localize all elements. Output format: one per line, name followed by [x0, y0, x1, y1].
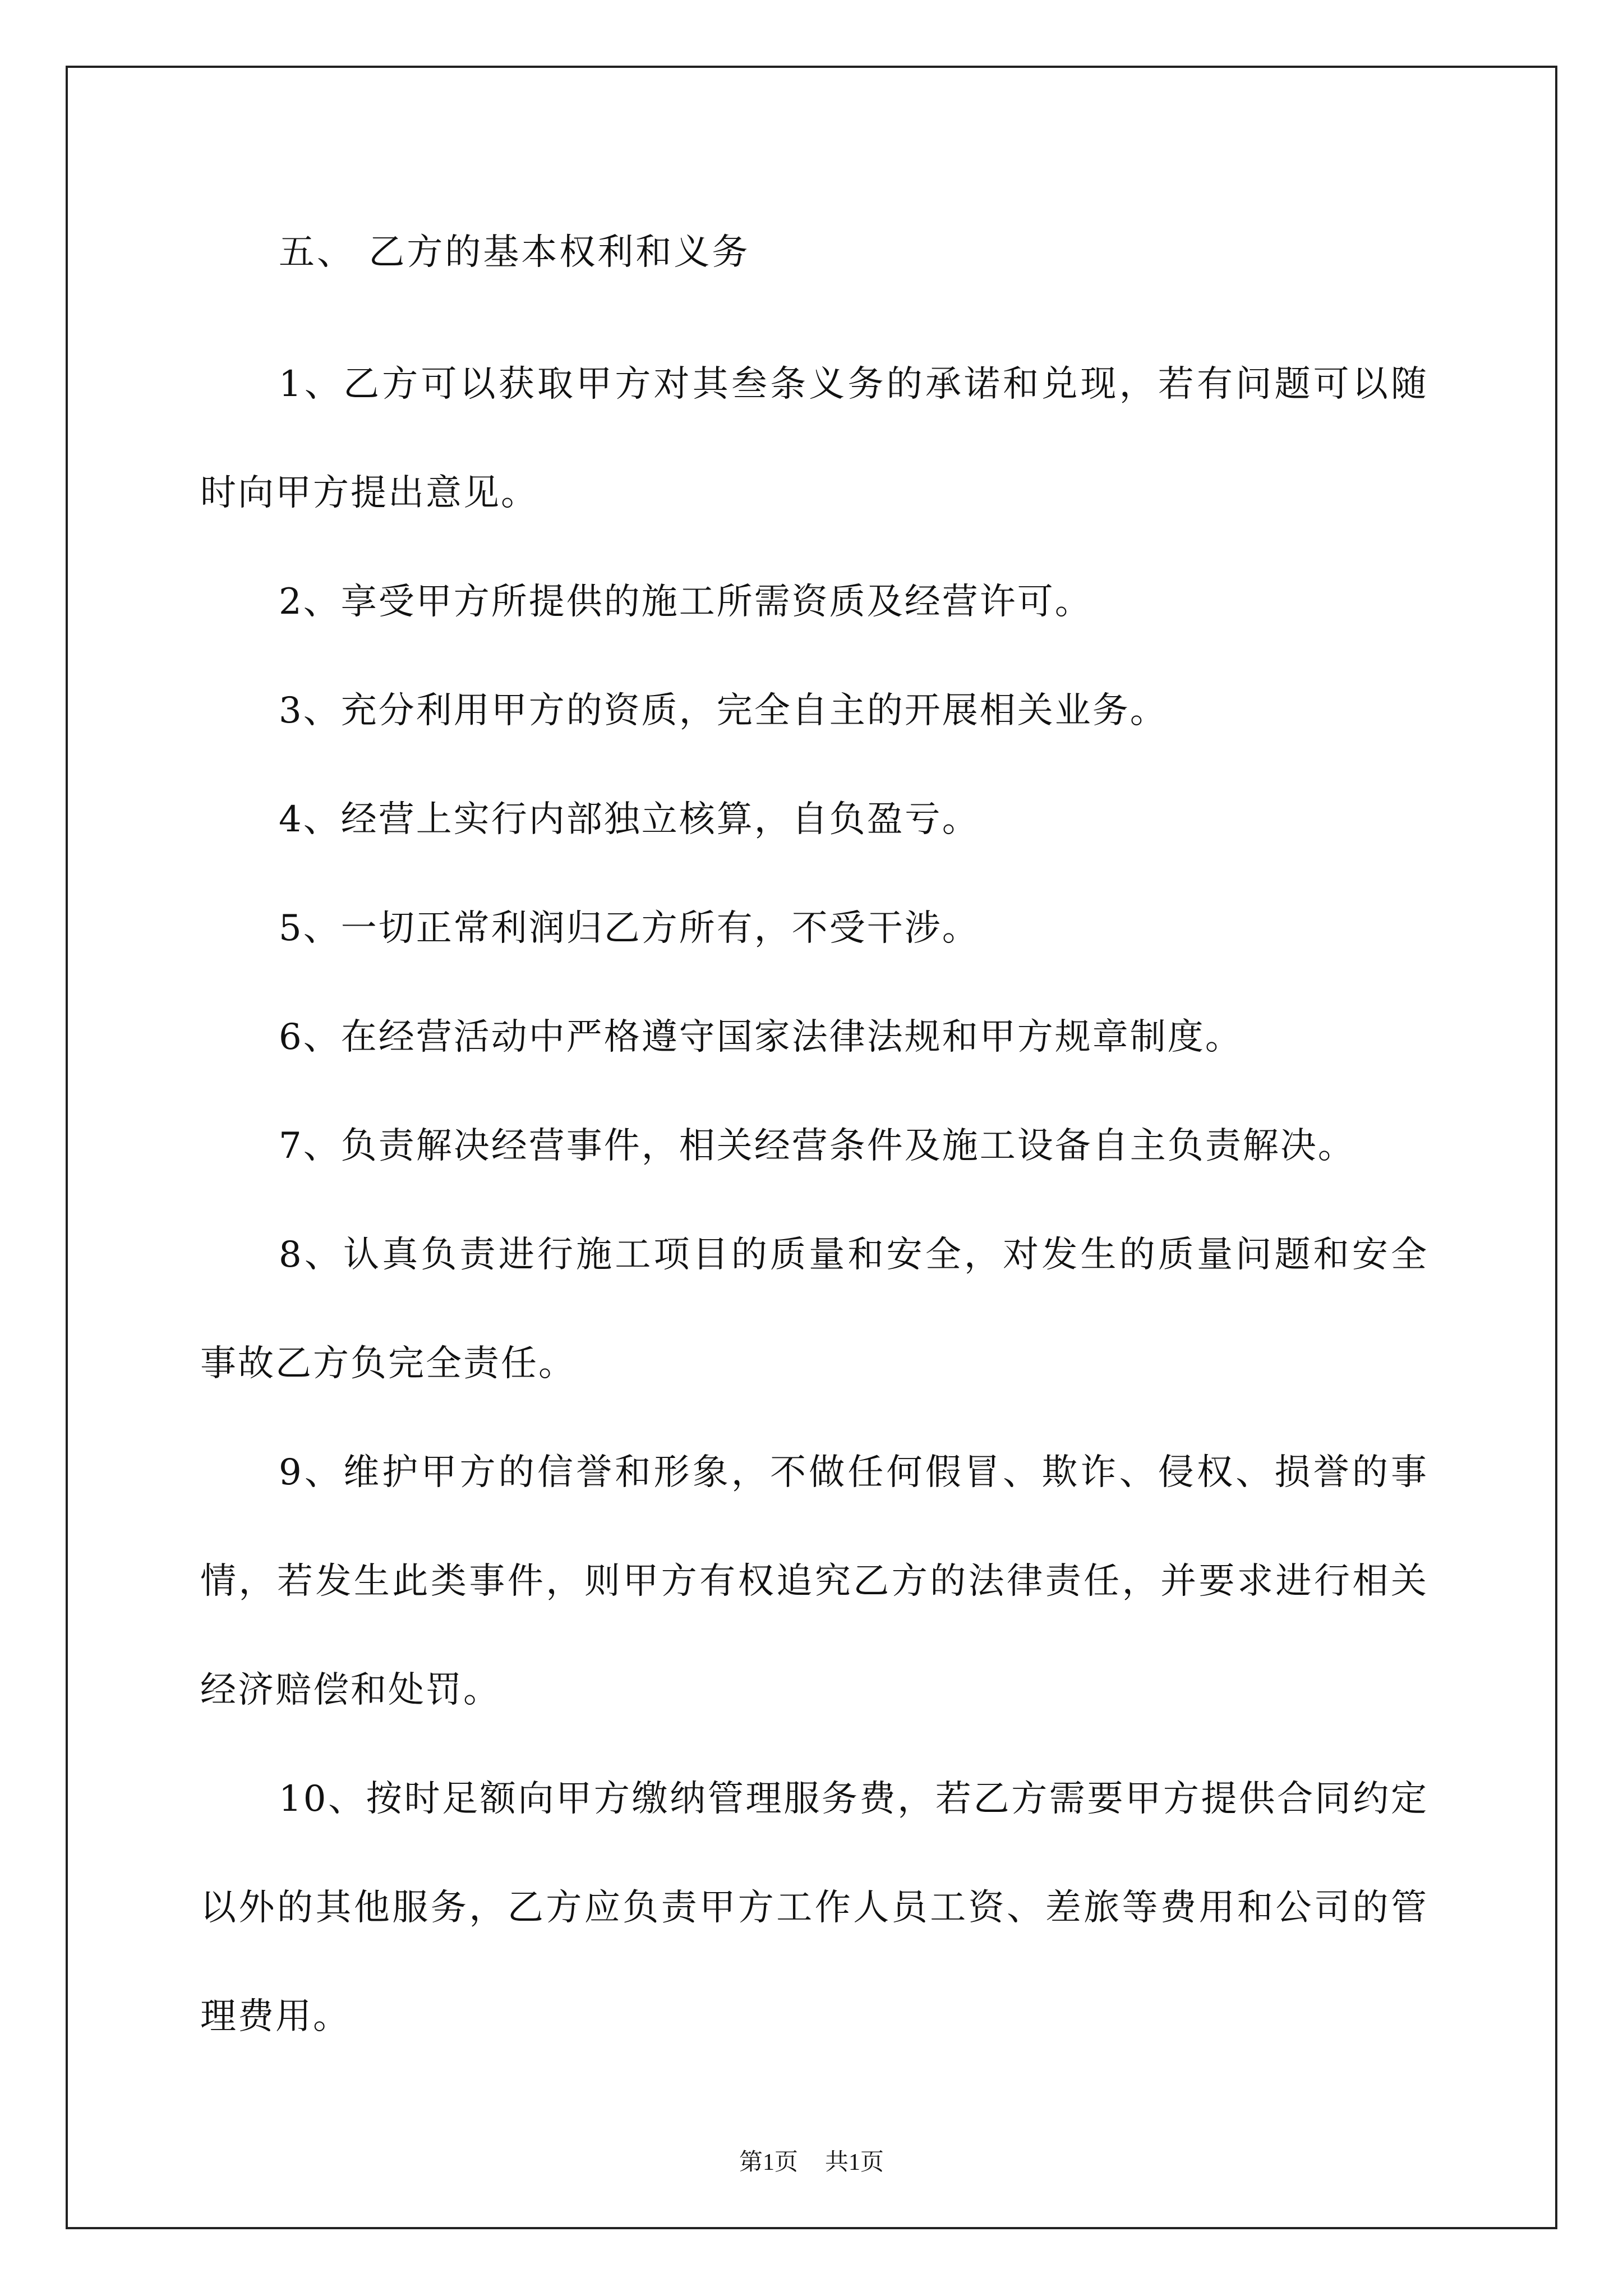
paragraph-1: 1、乙方可以获取甲方对其叁条义务的承诺和兑现，若有问题可以随时向甲方提出意见。 [200, 364, 1428, 514]
paragraph-7: 7、负责解决经营事件，相关经营条件及施工设备自主负责解决。 [279, 1125, 1355, 1167]
paragraph-9: 9、维护甲方的信誉和形象，不做任何假冒、欺诈、侵权、损誉的事情，若发生此类事件，则甲方有权追究乙方的法律责任，并要求进行相关经济赔偿和处罚。 [200, 1452, 1428, 1711]
paragraph-10: 10、按时足额向甲方缴纳管理服务费，若乙方需要甲方提供合同约定以外的其他服务，乙方应负责甲方工作人员工资、差旅等费用和公司的管理费用。 [200, 1778, 1428, 2037]
page-number: 第1页 [739, 2150, 798, 2175]
paragraph-2: 2、享受甲方所提供的施工所需资质及经营许可。 [279, 581, 1092, 623]
paragraph-8: 8、认真负责进行施工项目的质量和安全，对发生的质量问题和安全事故乙方负完全责任。 [200, 1234, 1428, 1384]
paragraph-4: 4、经营上实行内部独立核算，自负盈亏。 [279, 799, 980, 840]
paragraph-5: 5、一切正常利润归乙方所有，不受干涉。 [279, 908, 980, 949]
section-heading: 五、 乙方的基本权利和义务 [279, 232, 750, 273]
page-total: 共1页 [825, 2150, 884, 2175]
paragraph-3: 3、充分利用甲方的资质，完全自主的开展相关业务。 [279, 690, 1168, 731]
document-body [200, 219, 1428, 2071]
page-footer [0, 2146, 1623, 2179]
paragraph-6: 6、在经营活动中严格遵守国家法律法规和甲方规章制度。 [279, 1016, 1243, 1058]
